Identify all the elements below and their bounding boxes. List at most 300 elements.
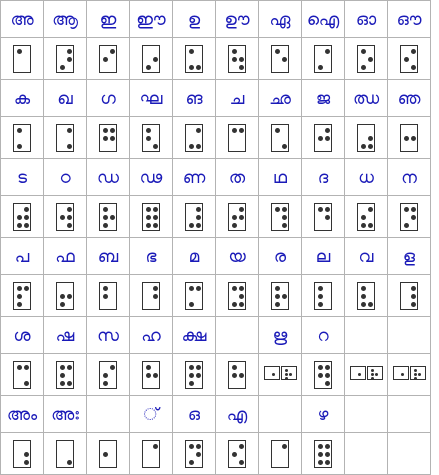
letter-cell [345, 159, 388, 196]
letter-cell [345, 238, 388, 275]
malayalam-letter: ഒ [187, 404, 201, 425]
braille-dot-4 [110, 128, 115, 133]
braille-dot-1 [232, 286, 237, 291]
braille-dot-6 [368, 302, 373, 307]
braille-cell [142, 45, 160, 73]
braille-dot-3 [318, 460, 323, 465]
braille-dot-3 [189, 65, 194, 70]
malayalam-letter: ഹ [141, 325, 161, 346]
braille-dot-4 [239, 444, 244, 449]
braille-dot-4 [282, 444, 287, 449]
braille-dot-6 [239, 460, 244, 465]
braille-dot-5 [153, 373, 158, 378]
malayalam-letter: ഷ [55, 325, 75, 346]
braille-dot-1 [371, 369, 374, 372]
braille-dot-3 [361, 144, 366, 149]
braille-dot-5 [368, 136, 373, 141]
braille-dot-4 [110, 365, 115, 370]
malayalam-letter: അഃ [51, 404, 79, 425]
braille-dot-2 [404, 57, 409, 62]
letter-cell [259, 238, 302, 275]
malayalam-letter: ഥ [273, 167, 287, 188]
malayalam-letter: ഢ [139, 167, 163, 188]
braille-pattern-cell [1, 433, 44, 475]
malayalam-letter: ഓ [355, 9, 377, 30]
braille-cell [185, 124, 203, 152]
braille-cell [264, 366, 280, 380]
braille-cell [410, 366, 426, 380]
braille-pattern-cell [345, 117, 388, 159]
braille-pattern-cell [44, 38, 87, 80]
malayalam-letter: ഛ [269, 88, 291, 109]
braille-dot-1 [275, 128, 280, 133]
braille-dot-3 [60, 381, 65, 386]
braille-dot-2 [232, 373, 237, 378]
braille-cell [314, 361, 332, 389]
braille-pattern-cell [173, 275, 216, 317]
braille-cell [56, 45, 74, 73]
letter-cell [388, 238, 431, 275]
braille-dot-3 [232, 223, 237, 228]
malayalam-letter: ഴ [317, 404, 329, 425]
malayalam-letter: ഖ [57, 88, 73, 109]
braille-cell [228, 45, 246, 73]
braille-cell [393, 366, 409, 380]
letter-cell [388, 80, 431, 117]
braille-dot-1 [232, 365, 237, 370]
braille-dot-6 [67, 381, 72, 386]
malayalam-letter: ക [13, 88, 31, 109]
braille-dot-2 [60, 215, 65, 220]
braille-dot-1 [404, 207, 409, 212]
letter-cell [259, 317, 302, 354]
braille-cell [271, 440, 289, 468]
braille-dot-6 [196, 223, 201, 228]
braille-pattern-cell [302, 196, 345, 238]
malayalam-letter: ഏ [269, 9, 291, 30]
braille-pattern-cell [259, 354, 302, 396]
braille-dot-1 [275, 49, 280, 54]
braille-dot-2 [232, 452, 237, 457]
braille-dot-5 [196, 452, 201, 457]
braille-dot-1 [17, 286, 22, 291]
braille-dot-1 [361, 49, 366, 54]
braille-cell [228, 440, 246, 468]
malayalam-letter: ആ [52, 9, 78, 30]
braille-dot-2 [404, 136, 409, 141]
braille-pattern-cell [345, 354, 388, 396]
braille-pattern-cell [44, 196, 87, 238]
braille-dot-4 [411, 286, 416, 291]
braille-dot-6 [282, 223, 287, 228]
braille-cell [228, 282, 246, 310]
braille-dot-3 [318, 65, 323, 70]
letter-cell [388, 396, 431, 433]
braille-dot-5 [67, 294, 72, 299]
malayalam-letter: ച [229, 88, 245, 109]
braille-pattern-cell [44, 117, 87, 159]
braille-dot-2 [103, 373, 108, 378]
braille-dot-5 [196, 215, 201, 220]
letter-cell [216, 159, 259, 196]
malayalam-letter: ല [315, 246, 331, 267]
malayalam-letter: ര [273, 246, 287, 267]
braille-pattern-cell [130, 354, 173, 396]
letter-cell [130, 80, 173, 117]
braille-dot-1 [414, 369, 417, 372]
braille-dot-5 [325, 373, 330, 378]
braille-cell [314, 282, 332, 310]
braille-dot-1 [189, 286, 194, 291]
braille-pattern-cell [388, 38, 431, 80]
braille-dot-5 [289, 373, 292, 376]
braille-pattern-cell [259, 433, 302, 475]
braille-pattern-cell [44, 433, 87, 475]
braille-cell-pair [264, 366, 297, 380]
braille-row [1, 38, 431, 80]
braille-dot-2 [361, 215, 366, 220]
braille-dot-6 [67, 144, 72, 149]
letter-cell [173, 317, 216, 354]
braille-dot-3 [361, 223, 366, 228]
letter-cell [130, 1, 173, 38]
braille-dot-4 [24, 365, 29, 370]
braille-pattern-cell [87, 354, 130, 396]
braille-dot-3 [404, 223, 409, 228]
braille-dot-2 [318, 294, 323, 299]
letter-cell [87, 159, 130, 196]
braille-dot-1 [189, 49, 194, 54]
braille-dot-1 [318, 286, 323, 291]
braille-dot-3 [232, 302, 237, 307]
malayalam-letter: ഔ [396, 9, 422, 30]
malayalam-letter: ഗ [100, 88, 116, 109]
letter-cell [259, 1, 302, 38]
malayalam-letter: ഫ [55, 246, 75, 267]
braille-dot-3 [17, 144, 22, 149]
braille-cell [228, 361, 246, 389]
braille-pattern-cell [173, 354, 216, 396]
braille-dot-6 [239, 302, 244, 307]
braille-dot-4 [282, 207, 287, 212]
braille-dot-1 [318, 365, 323, 370]
braille-pattern-cell [1, 38, 44, 80]
braille-dot-5 [196, 373, 201, 378]
braille-pattern-cell [216, 117, 259, 159]
braille-cell [13, 203, 31, 231]
braille-dot-6 [67, 223, 72, 228]
braille-pattern-cell [173, 38, 216, 80]
braille-cell [185, 282, 203, 310]
braille-pattern-cell [173, 196, 216, 238]
braille-dot-6 [411, 302, 416, 307]
letter-cell [44, 1, 87, 38]
braille-dot-1 [189, 444, 194, 449]
letter-cell [216, 1, 259, 38]
braille-cell [281, 366, 297, 380]
braille-pattern-cell [302, 38, 345, 80]
braille-cell [350, 366, 366, 380]
braille-pattern-cell [388, 354, 431, 396]
braille-pattern-cell [302, 275, 345, 317]
letter-cell [345, 1, 388, 38]
braille-dot-1 [146, 207, 151, 212]
braille-dot-6 [411, 65, 416, 70]
braille-pattern-cell [388, 117, 431, 159]
braille-cell [56, 361, 74, 389]
braille-cell [13, 45, 31, 73]
braille-dot-1 [103, 128, 108, 133]
braille-dot-1 [103, 207, 108, 212]
braille-dot-5 [239, 294, 244, 299]
braille-dot-2 [103, 57, 108, 62]
letter-cell [173, 159, 216, 196]
braille-dot-5 [110, 136, 115, 141]
braille-cell [185, 45, 203, 73]
braille-dot-1 [146, 365, 151, 370]
braille-dot-4 [153, 444, 158, 449]
braille-dot-1 [361, 286, 366, 291]
braille-pattern-cell [345, 433, 388, 475]
braille-dot-5 [401, 373, 404, 376]
braille-dot-3 [285, 377, 288, 380]
braille-dot-3 [189, 381, 194, 386]
braille-dot-6 [368, 144, 373, 149]
letter-cell [87, 1, 130, 38]
braille-dot-6 [325, 460, 330, 465]
braille-dot-5 [153, 215, 158, 220]
letter-cell [44, 80, 87, 117]
braille-cell [271, 282, 289, 310]
braille-dot-3 [189, 144, 194, 149]
braille-cell [99, 282, 117, 310]
braille-cell [271, 45, 289, 73]
letter-cell [216, 317, 259, 354]
malayalam-letter: ണ [182, 167, 206, 188]
braille-dot-5 [325, 215, 330, 220]
malayalam-letter: വ [358, 246, 374, 267]
braille-dot-1 [189, 365, 194, 370]
braille-cell [271, 203, 289, 231]
braille-dot-5 [239, 215, 244, 220]
braille-dot-2 [103, 136, 108, 141]
braille-cell [142, 124, 160, 152]
malayalam-letter: ഈ [136, 9, 166, 30]
letter-cell [44, 317, 87, 354]
braille-dot-4 [196, 444, 201, 449]
braille-pattern-cell [345, 275, 388, 317]
braille-pattern-cell [259, 196, 302, 238]
braille-dot-4 [239, 286, 244, 291]
letter-cell [44, 396, 87, 433]
braille-pattern-cell [302, 433, 345, 475]
braille-dot-3 [275, 302, 280, 307]
letter-row [1, 396, 431, 433]
malayalam-letter: ് [143, 404, 159, 425]
braille-dot-5 [153, 294, 158, 299]
braille-dot-5 [272, 373, 275, 376]
malayalam-letter: ജ [315, 88, 331, 109]
braille-pattern-cell [216, 354, 259, 396]
braille-pattern-cell [130, 117, 173, 159]
braille-dot-5 [153, 57, 158, 62]
braille-dot-5 [282, 57, 287, 62]
letter-cell [130, 159, 173, 196]
braille-dot-4 [325, 49, 330, 54]
letter-cell [259, 396, 302, 433]
braille-cell-pair [350, 366, 383, 380]
braille-cell [13, 124, 31, 152]
braille-dot-4 [196, 286, 201, 291]
braille-pattern-cell [216, 196, 259, 238]
braille-pattern-cell [259, 117, 302, 159]
letter-cell [216, 80, 259, 117]
braille-dot-5 [368, 57, 373, 62]
braille-pattern-cell [1, 275, 44, 317]
malayalam-letter: യ [228, 246, 246, 267]
braille-pattern-cell [216, 275, 259, 317]
braille-dot-2 [60, 373, 65, 378]
letter-cell [1, 1, 44, 38]
braille-dot-6 [239, 65, 244, 70]
malayalam-letter: അം [6, 404, 38, 425]
braille-dot-2 [17, 294, 22, 299]
letter-cell [216, 238, 259, 275]
malayalam-letter: ഇ [99, 9, 117, 30]
malayalam-letter: ത [228, 167, 246, 188]
braille-cell-pair [393, 366, 426, 380]
braille-dot-1 [318, 444, 323, 449]
braille-dot-2 [275, 294, 280, 299]
braille-pattern-cell [388, 196, 431, 238]
malayalam-letter: ഡ [97, 167, 119, 188]
braille-dot-4 [24, 286, 29, 291]
letter-row [1, 238, 431, 275]
letter-cell [216, 396, 259, 433]
malayalam-letter: ഋ [272, 325, 288, 346]
braille-dot-3 [60, 65, 65, 70]
malayalam-letter: ള [402, 246, 416, 267]
braille-pattern-cell [345, 38, 388, 80]
braille-dot-6 [368, 223, 373, 228]
malayalam-letter: ക്ഷ [181, 325, 207, 346]
braille-dot-5 [282, 215, 287, 220]
braille-dot-4 [67, 49, 72, 54]
braille-dot-5 [325, 452, 330, 457]
braille-cell [142, 440, 160, 468]
braille-pattern-cell [130, 38, 173, 80]
braille-dot-3 [361, 65, 366, 70]
braille-dot-3 [414, 377, 417, 380]
braille-pattern-cell [388, 433, 431, 475]
letter-cell [1, 396, 44, 433]
braille-dot-4 [196, 365, 201, 370]
letter-cell [173, 1, 216, 38]
braille-dot-6 [282, 144, 287, 149]
malayalam-letter: ഐ [306, 9, 340, 30]
braille-dot-5 [239, 57, 244, 62]
braille-pattern-cell [216, 433, 259, 475]
malayalam-letter: സ [97, 325, 119, 346]
letter-cell [130, 317, 173, 354]
braille-dot-3 [318, 302, 323, 307]
braille-dot-2 [146, 373, 151, 378]
braille-dot-2 [232, 215, 237, 220]
braille-row [1, 433, 431, 475]
braille-dot-1 [232, 49, 237, 54]
braille-dot-3 [371, 377, 374, 380]
letter-cell [302, 238, 345, 275]
braille-dot-2 [60, 294, 65, 299]
braille-cell [314, 440, 332, 468]
braille-dot-2 [189, 373, 194, 378]
letter-cell [44, 238, 87, 275]
braille-dot-5 [325, 136, 330, 141]
braille-cell [142, 282, 160, 310]
braille-row [1, 117, 431, 159]
letter-cell [130, 238, 173, 275]
braille-dot-2 [414, 373, 417, 376]
braille-dot-2 [232, 57, 237, 62]
malayalam-letter: ട [16, 167, 27, 188]
letter-cell [302, 159, 345, 196]
braille-cell [400, 45, 418, 73]
braille-dot-6 [196, 144, 201, 149]
braille-dot-5 [24, 452, 29, 457]
braille-dot-4 [411, 207, 416, 212]
braille-cell [314, 45, 332, 73]
braille-dot-1 [275, 286, 280, 291]
braille-dot-6 [67, 460, 72, 465]
letter-cell [87, 80, 130, 117]
braille-dot-5 [411, 215, 416, 220]
braille-dot-1 [17, 128, 22, 133]
braille-cell [314, 124, 332, 152]
malayalam-letter: പ [14, 246, 30, 267]
braille-pattern-cell [130, 196, 173, 238]
braille-dot-3 [189, 223, 194, 228]
braille-dot-4 [325, 207, 330, 212]
braille-dot-5 [375, 373, 378, 376]
braille-dot-5 [411, 136, 416, 141]
braille-dot-3 [103, 223, 108, 228]
braille-pattern-cell [87, 196, 130, 238]
braille-cell [357, 282, 375, 310]
braille-dot-2 [103, 294, 108, 299]
braille-dot-4 [411, 49, 416, 54]
letter-cell [345, 80, 388, 117]
braille-dot-5 [282, 294, 287, 299]
braille-dot-2 [371, 373, 374, 376]
braille-dot-1 [318, 207, 323, 212]
braille-dot-2 [103, 215, 108, 220]
braille-pattern-cell [1, 117, 44, 159]
letter-cell [173, 396, 216, 433]
letter-cell [259, 159, 302, 196]
malayalam-letter: ശ [13, 325, 31, 346]
letter-cell [388, 1, 431, 38]
braille-dot-4 [153, 207, 158, 212]
braille-pattern-cell [345, 196, 388, 238]
malayalam-letter: മ [188, 246, 200, 267]
braille-dot-3 [146, 65, 151, 70]
braille-dot-6 [196, 65, 201, 70]
braille-cell [357, 203, 375, 231]
braille-pattern-cell [302, 117, 345, 159]
braille-dot-1 [285, 369, 288, 372]
braille-cell [99, 124, 117, 152]
letter-cell [87, 396, 130, 433]
